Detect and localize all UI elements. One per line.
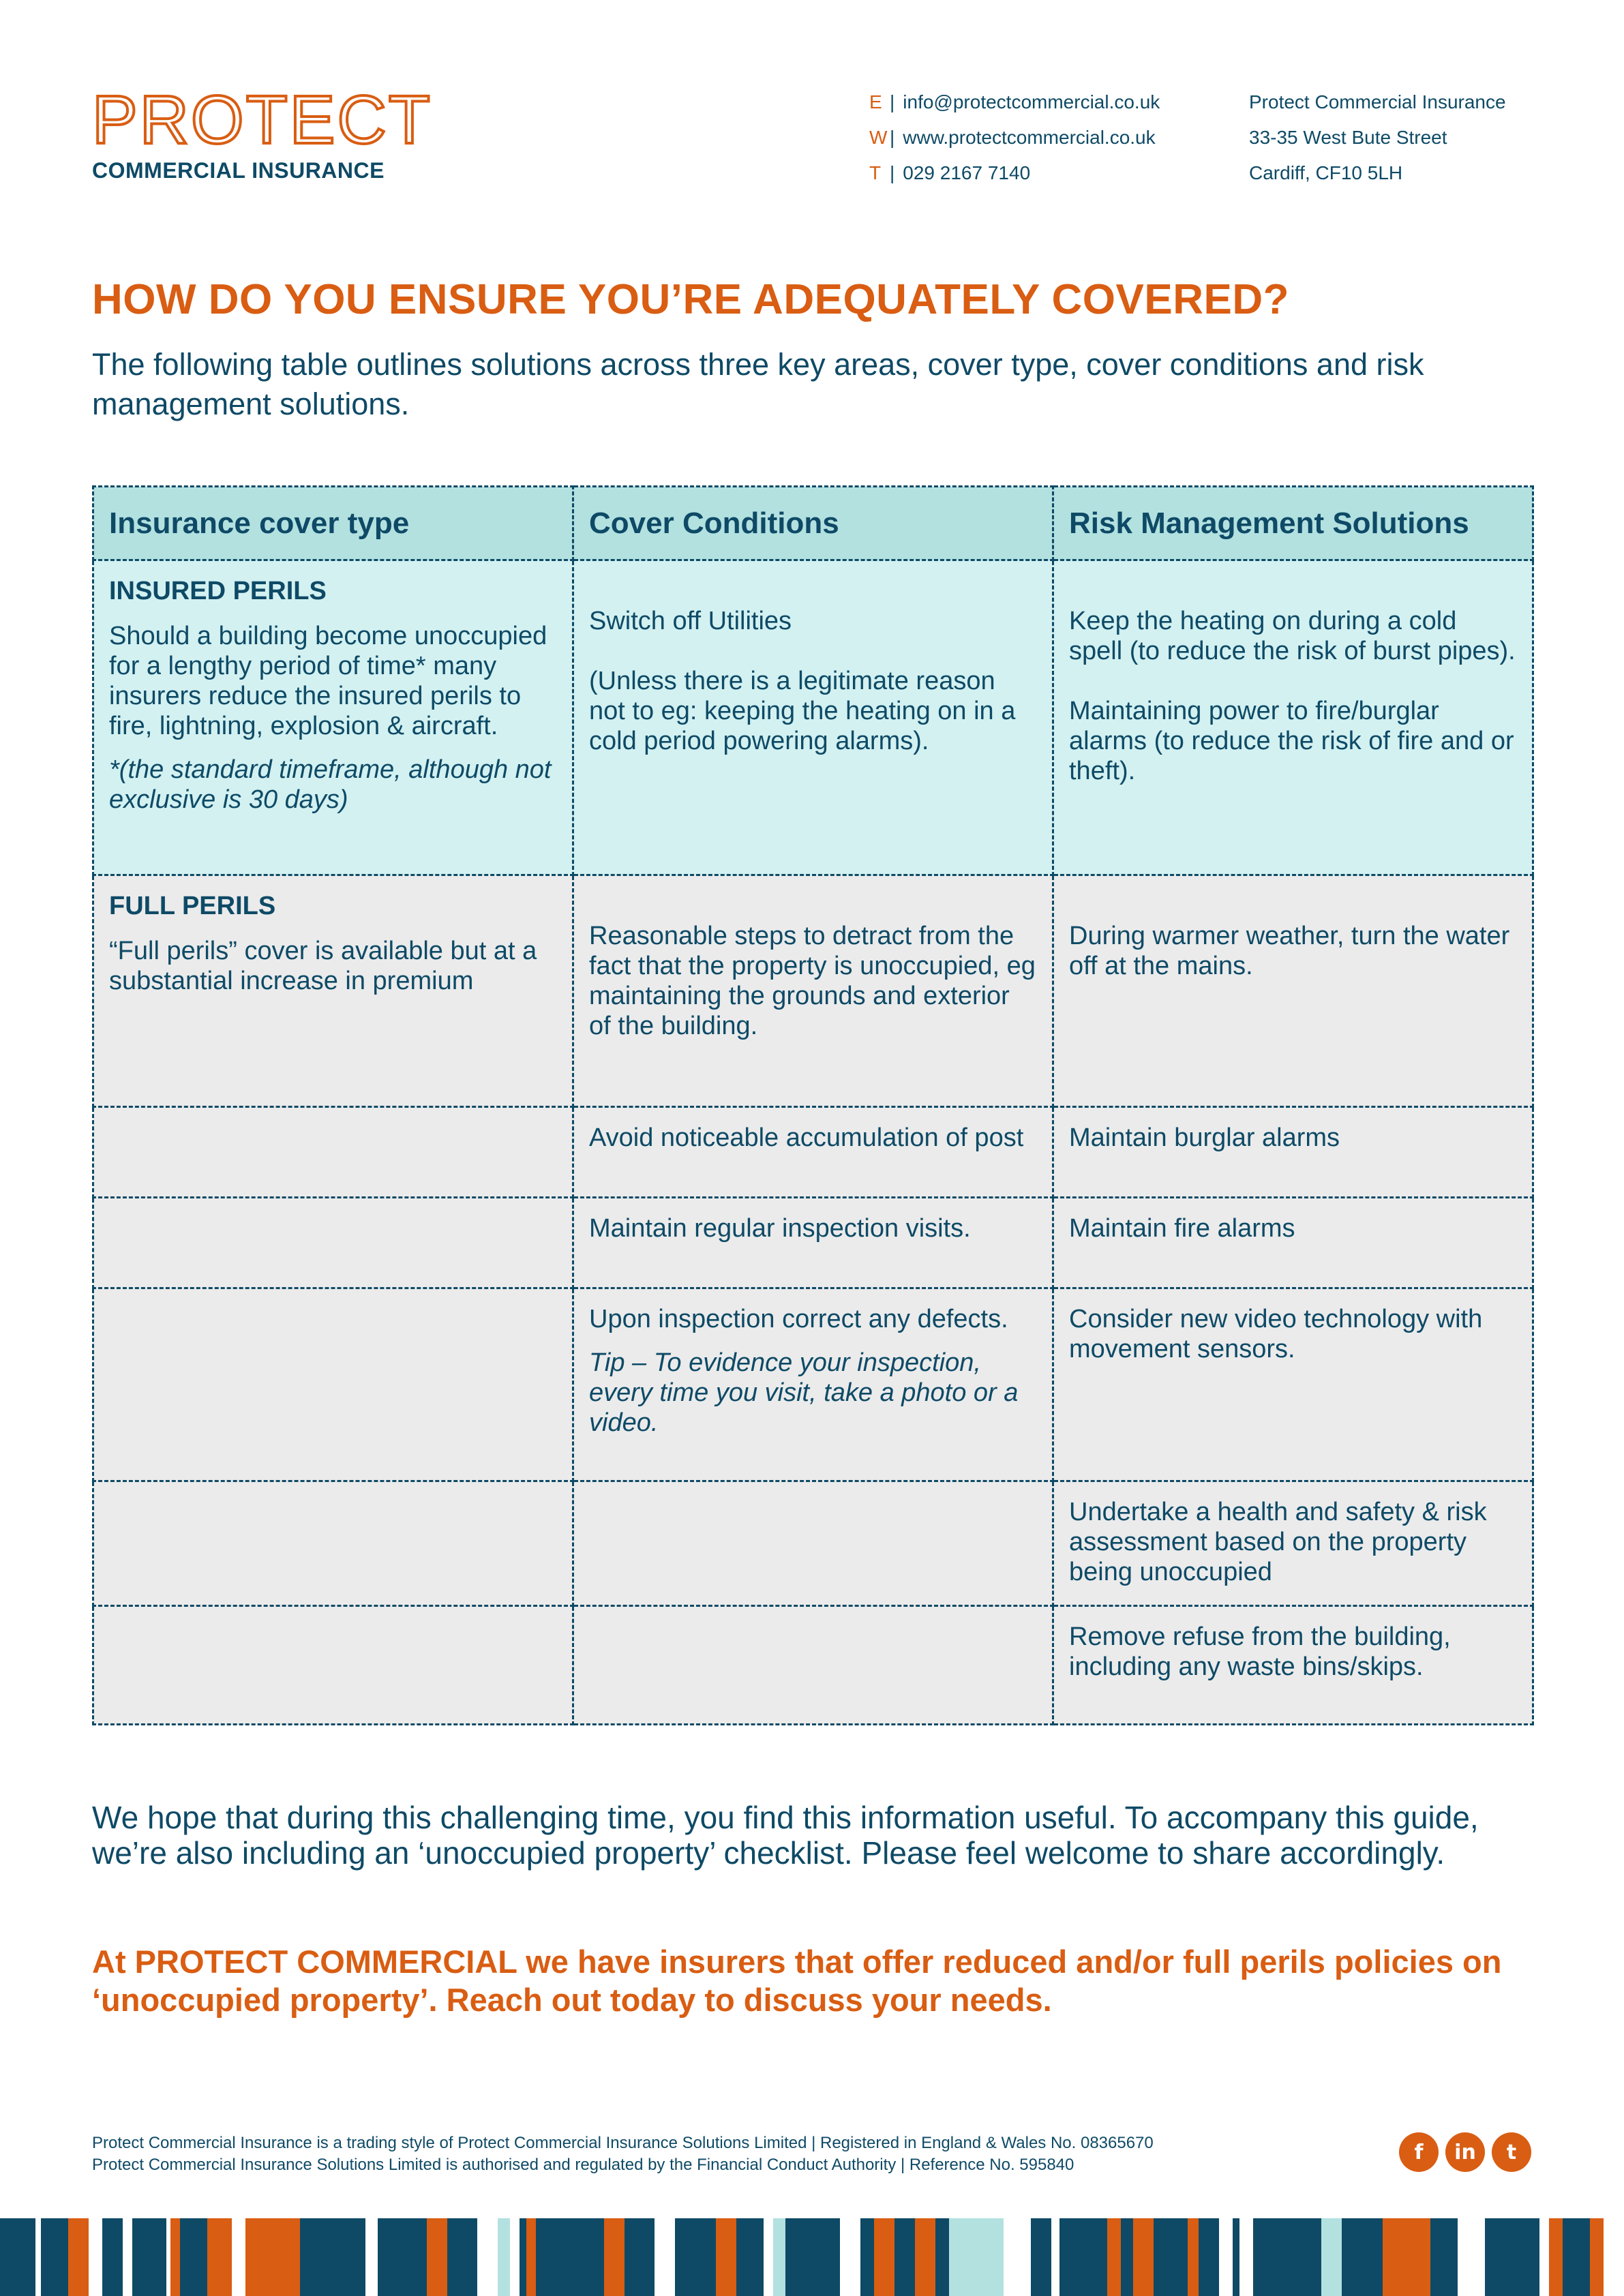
stripe: [840, 2218, 860, 2296]
stripe: [1154, 2218, 1188, 2296]
stripe: [1219, 2218, 1233, 2296]
address-line: 33-35 West Bute Street: [1249, 127, 1447, 148]
stripe: [716, 2218, 736, 2296]
stripe: [1051, 2218, 1059, 2296]
stripe: [520, 2218, 526, 2296]
table-row: [93, 1107, 1533, 1198]
risk-text: Undertake a health and safety & risk assessment based on the property being unoccupied: [1069, 1498, 1487, 1586]
stripe: [1199, 2218, 1219, 2296]
twitter-icon[interactable]: t: [1492, 2132, 1531, 2172]
stripe: [447, 2218, 477, 2296]
table-cell: [93, 1107, 573, 1198]
legal-line: Protect Commercial Insurance Solutions Limited is authorised and regulated by the Financial Conduct Authority | Reference No. 595840: [92, 2156, 1074, 2174]
full-perils-body: “Full perils” cover is available but at a substantial increase in premium: [109, 937, 537, 995]
table-cell: [573, 1606, 1053, 1725]
stripe: [1458, 2218, 1485, 2296]
contact-web-row: W | www.protectcommercial.co.uk: [869, 120, 1160, 155]
stripe: [232, 2218, 245, 2296]
table-row: [93, 560, 1533, 875]
stripe: [0, 2218, 35, 2296]
contact-phone-row: T | 029 2167 7140: [869, 155, 1160, 191]
call-to-action: At PROTECT COMMERCIAL we have insurers that offer reduced and/or full perils policies on ‘unoccupied property’. Reach out today to discuss your needs.: [92, 1944, 1502, 2018]
column-header-risk: Risk Management Solutions: [1053, 487, 1533, 560]
risk-text: During warmer weather, turn the water off at the mains.: [1069, 922, 1510, 980]
condition-text: Reasonable steps to detract from the fact that the property is unoccupied, eg maintaining the grounds and exterior of the building.: [589, 922, 1036, 1040]
table-cell: [1053, 560, 1533, 875]
column-header-conditions: Cover Conditions: [573, 487, 1053, 560]
logo-subtitle: COMMERCIAL INSURANCE: [92, 158, 385, 183]
stripe: [625, 2218, 655, 2296]
contact-details: [869, 85, 1160, 191]
social-links: [1399, 2132, 1531, 2172]
stripe: [675, 2218, 716, 2296]
stripe: [510, 2218, 520, 2296]
stripe: [1133, 2218, 1154, 2296]
cover-table: [92, 485, 1534, 1725]
risk-text: Maintain burglar alarms: [1069, 1123, 1340, 1152]
stripe: [1233, 2218, 1239, 2296]
stripe: [773, 2218, 785, 2296]
stripe: [736, 2218, 764, 2296]
stripe: [874, 2218, 894, 2296]
insured-perils-note: *(the standard timeframe, although not exclusive is 30 days): [109, 755, 552, 814]
table-header-row: [93, 487, 1533, 560]
stripe: [89, 2218, 102, 2296]
stripe: [1549, 2218, 1563, 2296]
stripe: [102, 2218, 123, 2296]
contact-email-row: E | info@protectcommercial.co.uk: [869, 85, 1160, 120]
postal-address: [1249, 85, 1506, 191]
condition-text: Upon inspection correct any defects.: [589, 1305, 1008, 1333]
table-cell: [573, 875, 1053, 1107]
stripe: [477, 2218, 498, 2296]
stripe: [245, 2218, 300, 2296]
stripe: [1031, 2218, 1051, 2296]
web-label: W: [869, 127, 888, 148]
table-row: [93, 1481, 1533, 1606]
stripe: [536, 2218, 604, 2296]
risk-text: Remove refuse from the building, including any waste bins/skips.: [1069, 1622, 1451, 1681]
stripe: [300, 2218, 365, 2296]
stripe: [365, 2218, 378, 2296]
stripe: [1321, 2218, 1342, 2296]
insured-perils-body: Should a building become unoccupied for a lengthy period of time* many insurers reduce the insured perils to fire, lightning, explosion & aircraft.: [109, 622, 547, 740]
logo-wordmark: PROTECT: [92, 82, 432, 158]
table-cell: [93, 875, 573, 1107]
risk-text: Consider new video technology with movement sensors.: [1069, 1305, 1483, 1363]
company-logo: [92, 82, 432, 183]
stripe: [1383, 2218, 1430, 2296]
linkedin-icon[interactable]: in: [1445, 2132, 1485, 2172]
condition-text: Maintain regular inspection visits.: [589, 1214, 971, 1243]
table-cell: [1053, 875, 1533, 1107]
stripe: [68, 2218, 89, 2296]
table-row: [93, 1288, 1533, 1481]
condition-text: Switch off Utilities: [589, 607, 792, 635]
stripe: [1004, 2218, 1031, 2296]
table-cell: [573, 1481, 1053, 1606]
stripe: [378, 2218, 427, 2296]
stripe: [1590, 2218, 1604, 2296]
table-cell: [573, 1198, 1053, 1288]
condition-text: (Unless there is a legitimate reason not to eg: keeping the heating on in a cold period powering alarms).: [589, 667, 1016, 755]
intro-paragraph: The following table outlines solutions across three key areas, cover type, cover conditions and risk management solutions.: [92, 347, 1424, 421]
stripe: [170, 2218, 180, 2296]
inspection-tip: Tip – To evidence your inspection, every time you visit, take a photo or a video.: [589, 1348, 1019, 1437]
insured-perils-title: INSURED PERILS: [109, 577, 327, 605]
table-cell: [573, 560, 1053, 875]
table-cell: [1053, 1288, 1533, 1481]
address-line: Cardiff, CF10 5LH: [1249, 162, 1403, 183]
stripe: [894, 2218, 915, 2296]
stripe: [1563, 2218, 1590, 2296]
table-row: [93, 875, 1533, 1107]
table-cell: [93, 1606, 573, 1725]
stripe: [949, 2218, 1004, 2296]
page-title: HOW DO YOU ENSURE YOU’RE ADEQUATELY COVERED?: [92, 276, 1289, 323]
stripe: [655, 2218, 675, 2296]
stripe: [498, 2218, 510, 2296]
stripe: [427, 2218, 447, 2296]
legal-footer: [92, 2132, 1154, 2176]
table-cell: [93, 560, 573, 875]
stripe: [180, 2218, 207, 2296]
stripe: [1107, 2218, 1121, 2296]
table-cell: [1053, 1198, 1533, 1288]
stripe: [35, 2218, 41, 2296]
facebook-icon[interactable]: f: [1399, 2132, 1439, 2172]
stripe: [1430, 2218, 1458, 2296]
email-link[interactable]: info@protectcommercial.co.uk: [903, 91, 1160, 112]
decorative-stripe-band: [0, 2218, 1624, 2296]
stripe: [207, 2218, 232, 2296]
stripe: [604, 2218, 625, 2296]
stripe: [41, 2218, 68, 2296]
stripe: [1059, 2218, 1107, 2296]
address-line: Protect Commercial Insurance: [1249, 91, 1506, 112]
stripe: [1188, 2218, 1199, 2296]
phone-link[interactable]: 029 2167 7140: [903, 162, 1031, 183]
closing-paragraph: We hope that during this challenging time, you find this information useful. To accompany this guide, we’re also including an ‘unoccupied property’ checklist. Please feel welcome to share accordingly.: [92, 1800, 1479, 1871]
stripe: [935, 2218, 949, 2296]
full-perils-title: FULL PERILS: [109, 892, 276, 920]
stripe: [1253, 2218, 1321, 2296]
stripe: [915, 2218, 935, 2296]
column-header-cover-type: Insurance cover type: [93, 487, 573, 560]
table-cell: [1053, 1481, 1533, 1606]
stripe: [1121, 2218, 1133, 2296]
table-row: [93, 1198, 1533, 1288]
legal-line: Protect Commercial Insurance is a trading style of Protect Commercial Insurance Solutions Limited | Registered in England & Wales No. 08365670: [92, 2134, 1154, 2152]
stripe: [1539, 2218, 1549, 2296]
table-row: [93, 1606, 1533, 1725]
email-label: E: [869, 91, 882, 112]
risk-text: Keep the heating on during a cold spell (to reduce the risk of burst pipes).: [1069, 607, 1516, 665]
risk-text: Maintain fire alarms: [1069, 1214, 1295, 1243]
table-cell: [93, 1481, 573, 1606]
stripe: [526, 2218, 536, 2296]
stripe: [764, 2218, 773, 2296]
phone-label: T: [869, 162, 882, 183]
stripe: [1239, 2218, 1253, 2296]
table-cell: [573, 1107, 1053, 1198]
table-cell: [1053, 1606, 1533, 1725]
stripe: [123, 2218, 132, 2296]
stripe: [860, 2218, 874, 2296]
table-cell: [1053, 1107, 1533, 1198]
condition-text: Avoid noticeable accumulation of post: [589, 1123, 1024, 1152]
stripe: [1342, 2218, 1383, 2296]
stripe: [785, 2218, 840, 2296]
risk-text: Maintaining power to fire/burglar alarms (to reduce the risk of fire and or theft).: [1069, 697, 1514, 785]
table-cell: [93, 1198, 573, 1288]
stripe: [132, 2218, 166, 2296]
table-cell: [573, 1288, 1053, 1481]
website-link[interactable]: www.protectcommercial.co.uk: [903, 127, 1156, 148]
stripe: [1485, 2218, 1539, 2296]
table-cell: [93, 1288, 573, 1481]
